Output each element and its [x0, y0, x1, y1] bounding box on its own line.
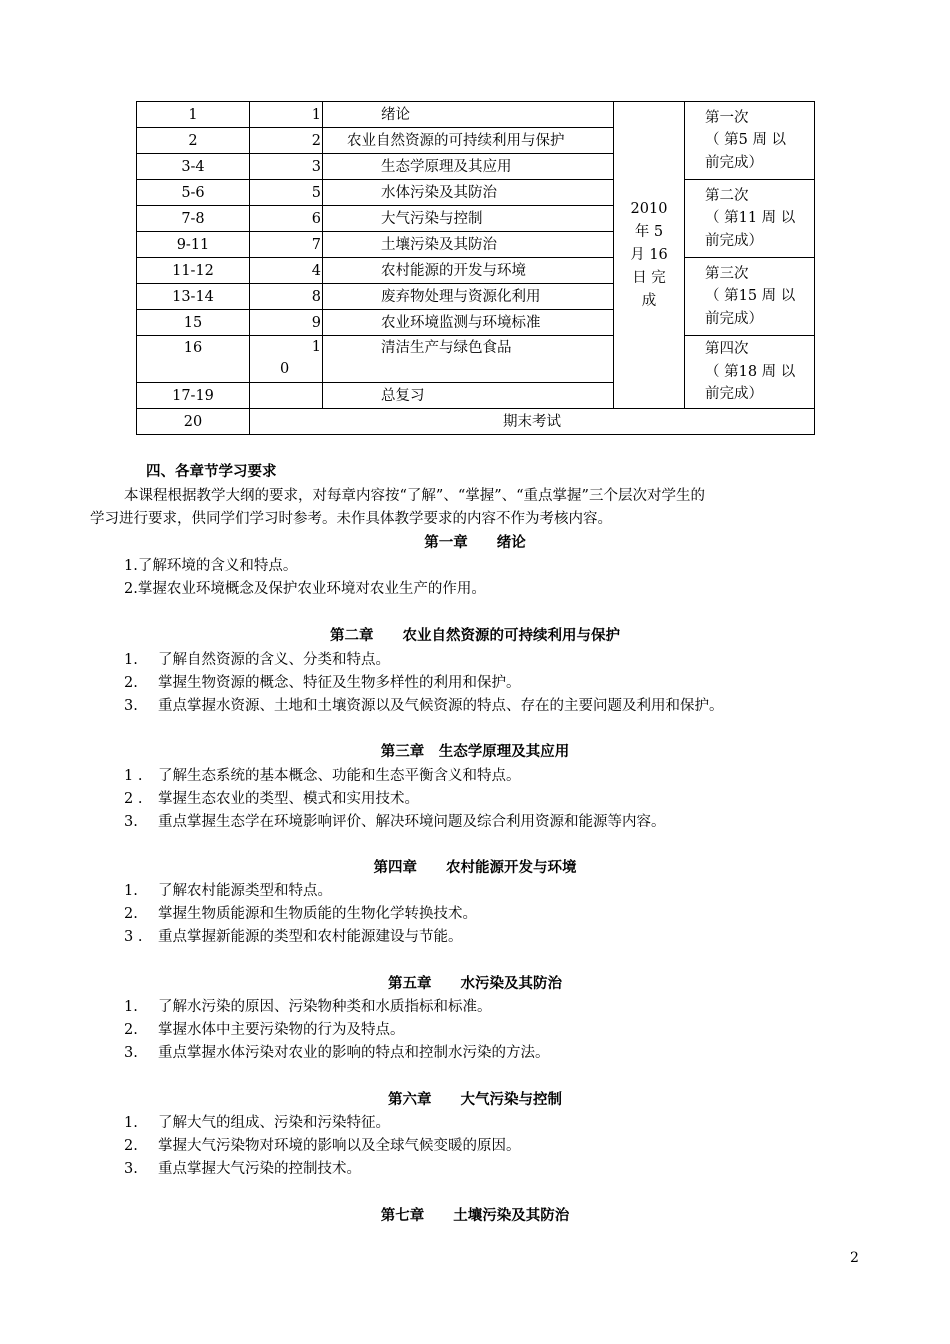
item-text: 了解水污染的原因、污染物种类和水质指标和标准。 — [158, 999, 492, 1015]
list-item — [124, 1041, 550, 1062]
chapter-num-cell: 5 — [250, 180, 323, 206]
chapter-num-cell: 8 — [250, 284, 323, 310]
chapter-num-cell: 7 — [250, 232, 323, 258]
week-cell: 3-4 — [137, 154, 250, 180]
item-number: 2. — [124, 1022, 138, 1038]
list-item — [124, 671, 521, 692]
section-title: 四、各章节学习要求 — [146, 463, 277, 480]
week-cell: 5-6 — [137, 180, 250, 206]
deadline-line: 2010 — [630, 200, 668, 217]
topic-cell: 土壤污染及其防治 — [323, 232, 614, 258]
chapter-title: 第五章 水污染及其防治 — [388, 975, 562, 992]
item-number: 3. — [124, 814, 138, 830]
table-row — [137, 258, 815, 284]
week-cell: 2 — [137, 128, 250, 154]
item-number: 1. — [124, 652, 138, 668]
homework-cell — [685, 180, 815, 258]
item-number: 3 . — [124, 929, 143, 945]
week-cell: 13-14 — [137, 284, 250, 310]
page-number: 2 — [850, 1250, 859, 1266]
chapter-num-part: 0 — [280, 361, 290, 377]
deadline-cell — [614, 102, 685, 409]
homework-cell — [685, 102, 815, 180]
item-text: 重点掌握大气污染的控制技术。 — [158, 1161, 361, 1177]
exam-cell: 期末考试 — [250, 409, 815, 435]
item-text: 了解大气的组成、污染和污染特征。 — [158, 1115, 390, 1131]
homework-done: 前完成） — [705, 310, 763, 327]
list-item — [124, 694, 724, 715]
item-number: 2. — [124, 906, 138, 922]
table-row — [137, 336, 815, 383]
item-number: 2. — [124, 1138, 138, 1154]
item-text: 掌握生物质能源和生物质能的生物化学转换技术。 — [158, 906, 477, 922]
item-number: 3. — [124, 1161, 138, 1177]
topic-cell: 绪论 — [323, 102, 614, 128]
chapter-num-cell: 9 — [250, 310, 323, 336]
item-number: 3. — [124, 1045, 138, 1061]
table-row — [137, 102, 815, 128]
list-item — [124, 810, 666, 831]
week-cell: 9-11 — [137, 232, 250, 258]
chapter-title: 第三章 生态学原理及其应用 — [380, 743, 570, 760]
homework-label: 第四次 — [705, 341, 749, 358]
chapter-num-part: 1 — [311, 339, 321, 355]
homework-label: 第二次 — [705, 187, 749, 204]
chapter-num-cell: 1 — [250, 102, 323, 128]
topic-cell: 清洁生产与绿色食品 — [323, 336, 614, 383]
list-item — [124, 995, 492, 1016]
week-cell: 11-12 — [137, 258, 250, 284]
deadline-line: 日 完 — [632, 269, 666, 286]
item-number: 1 . — [124, 768, 143, 784]
item-text: 掌握水体中主要污染物的行为及特点。 — [158, 1022, 405, 1038]
homework-label: 第三次 — [705, 265, 749, 282]
item-number: 3. — [124, 698, 138, 714]
chapter-title: 第二章 农业自然资源的可持续利用与保护 — [330, 627, 620, 644]
chapter-title: 第七章 土壤污染及其防治 — [380, 1207, 570, 1224]
item-number: 1. — [124, 1115, 138, 1131]
topic-cell: 生态学原理及其应用 — [323, 154, 614, 180]
item-text: 重点掌握水体污染对农业的影响的特点和控制水污染的方法。 — [158, 1045, 550, 1061]
list-item — [124, 648, 390, 669]
week-cell: 17-19 — [137, 383, 250, 409]
list-item — [124, 1157, 361, 1178]
chapter-num-cell — [250, 336, 323, 383]
topic-cell: 农村能源的开发与环境 — [323, 258, 614, 284]
homework-done: 前完成） — [705, 386, 763, 403]
intro-line: 本课程根据教学大纲的要求，对每章内容按“了解”、“掌握”、“重点掌握”三个层次对学生的 — [124, 488, 705, 504]
homework-label: 第一次 — [705, 109, 749, 126]
homework-cell — [685, 258, 815, 336]
item-number: 1. — [124, 999, 138, 1015]
topic-cell: 大气污染与控制 — [323, 206, 614, 232]
list-item: 1.了解环境的含义和特点。 — [124, 558, 298, 574]
chapter-num-cell — [250, 383, 323, 409]
deadline-line: 成 — [641, 292, 657, 309]
item-text: 掌握大气污染物对环境的影响以及全球气候变暖的原因。 — [158, 1138, 521, 1154]
deadline-line: 月 16 — [630, 246, 668, 263]
chapter-num-cell: 6 — [250, 206, 323, 232]
table-row — [137, 180, 815, 206]
list-item — [124, 1134, 521, 1155]
topic-cell: 农业环境监测与环境标准 — [323, 310, 614, 336]
week-cell: 16 — [137, 336, 250, 383]
intro-line: 学习进行要求，供同学们学习时参考。未作具体教学要求的内容不作为考核内容。 — [90, 511, 612, 527]
item-number: 1. — [124, 883, 138, 899]
item-number: 2. — [124, 675, 138, 691]
list-item — [124, 879, 332, 900]
homework-cell — [685, 336, 815, 409]
list-item — [124, 925, 463, 946]
item-text: 了解生态系统的基本概念、功能和生态平衡含义和特点。 — [158, 768, 521, 784]
list-item — [124, 1018, 405, 1039]
table-row — [137, 409, 815, 435]
item-number: 2 . — [124, 791, 143, 807]
homework-week: （ 第11 周 以 — [705, 210, 796, 227]
list-item — [124, 764, 521, 785]
homework-week: （ 第18 周 以 — [705, 363, 796, 380]
chapter-num-cell: 3 — [250, 154, 323, 180]
item-text: 重点掌握新能源的类型和农村能源建设与节能。 — [158, 929, 463, 945]
list-item — [124, 902, 477, 923]
topic-cell: 水体污染及其防治 — [323, 180, 614, 206]
homework-done: 前完成） — [705, 232, 763, 249]
list-item — [124, 787, 419, 808]
chapter-num-cell: 2 — [250, 128, 323, 154]
chapter-title: 第一章 绪论 — [424, 534, 526, 551]
schedule-table — [136, 101, 815, 435]
homework-week: （ 第15 周 以 — [705, 288, 796, 305]
item-text: 重点掌握水资源、土地和土壤资源以及气候资源的特点、存在的主要问题及利用和保护。 — [158, 698, 724, 714]
chapter-num-cell: 4 — [250, 258, 323, 284]
item-text: 了解自然资源的含义、分类和特点。 — [158, 652, 390, 668]
item-text: 重点掌握生态学在环境影响评价、解决环境问题及综合利用资源和能源等内容。 — [158, 814, 666, 830]
homework-done: 前完成） — [705, 154, 763, 171]
deadline-line: 年 5 — [634, 223, 664, 240]
week-cell: 20 — [137, 409, 250, 435]
homework-week: （ 第5 周 以 — [705, 132, 787, 149]
list-item: 2.掌握农业环境概念及保护农业环境对农业生产的作用。 — [124, 581, 486, 597]
topic-cell: 废弃物处理与资源化利用 — [323, 284, 614, 310]
chapter-title: 第四章 农村能源开发与环境 — [373, 859, 577, 876]
item-text: 掌握生态农业的类型、模式和实用技术。 — [158, 791, 419, 807]
week-cell: 7-8 — [137, 206, 250, 232]
week-cell: 15 — [137, 310, 250, 336]
chapter-title: 第六章 大气污染与控制 — [388, 1091, 562, 1108]
item-text: 掌握生物资源的概念、特征及生物多样性的利用和保护。 — [158, 675, 521, 691]
item-text: 了解农村能源类型和特点。 — [158, 883, 332, 899]
week-cell: 1 — [137, 102, 250, 128]
topic-cell: 总复习 — [323, 383, 614, 409]
list-item — [124, 1111, 390, 1132]
topic-cell: 农业自然资源的可持续利用与保护 — [323, 128, 614, 154]
